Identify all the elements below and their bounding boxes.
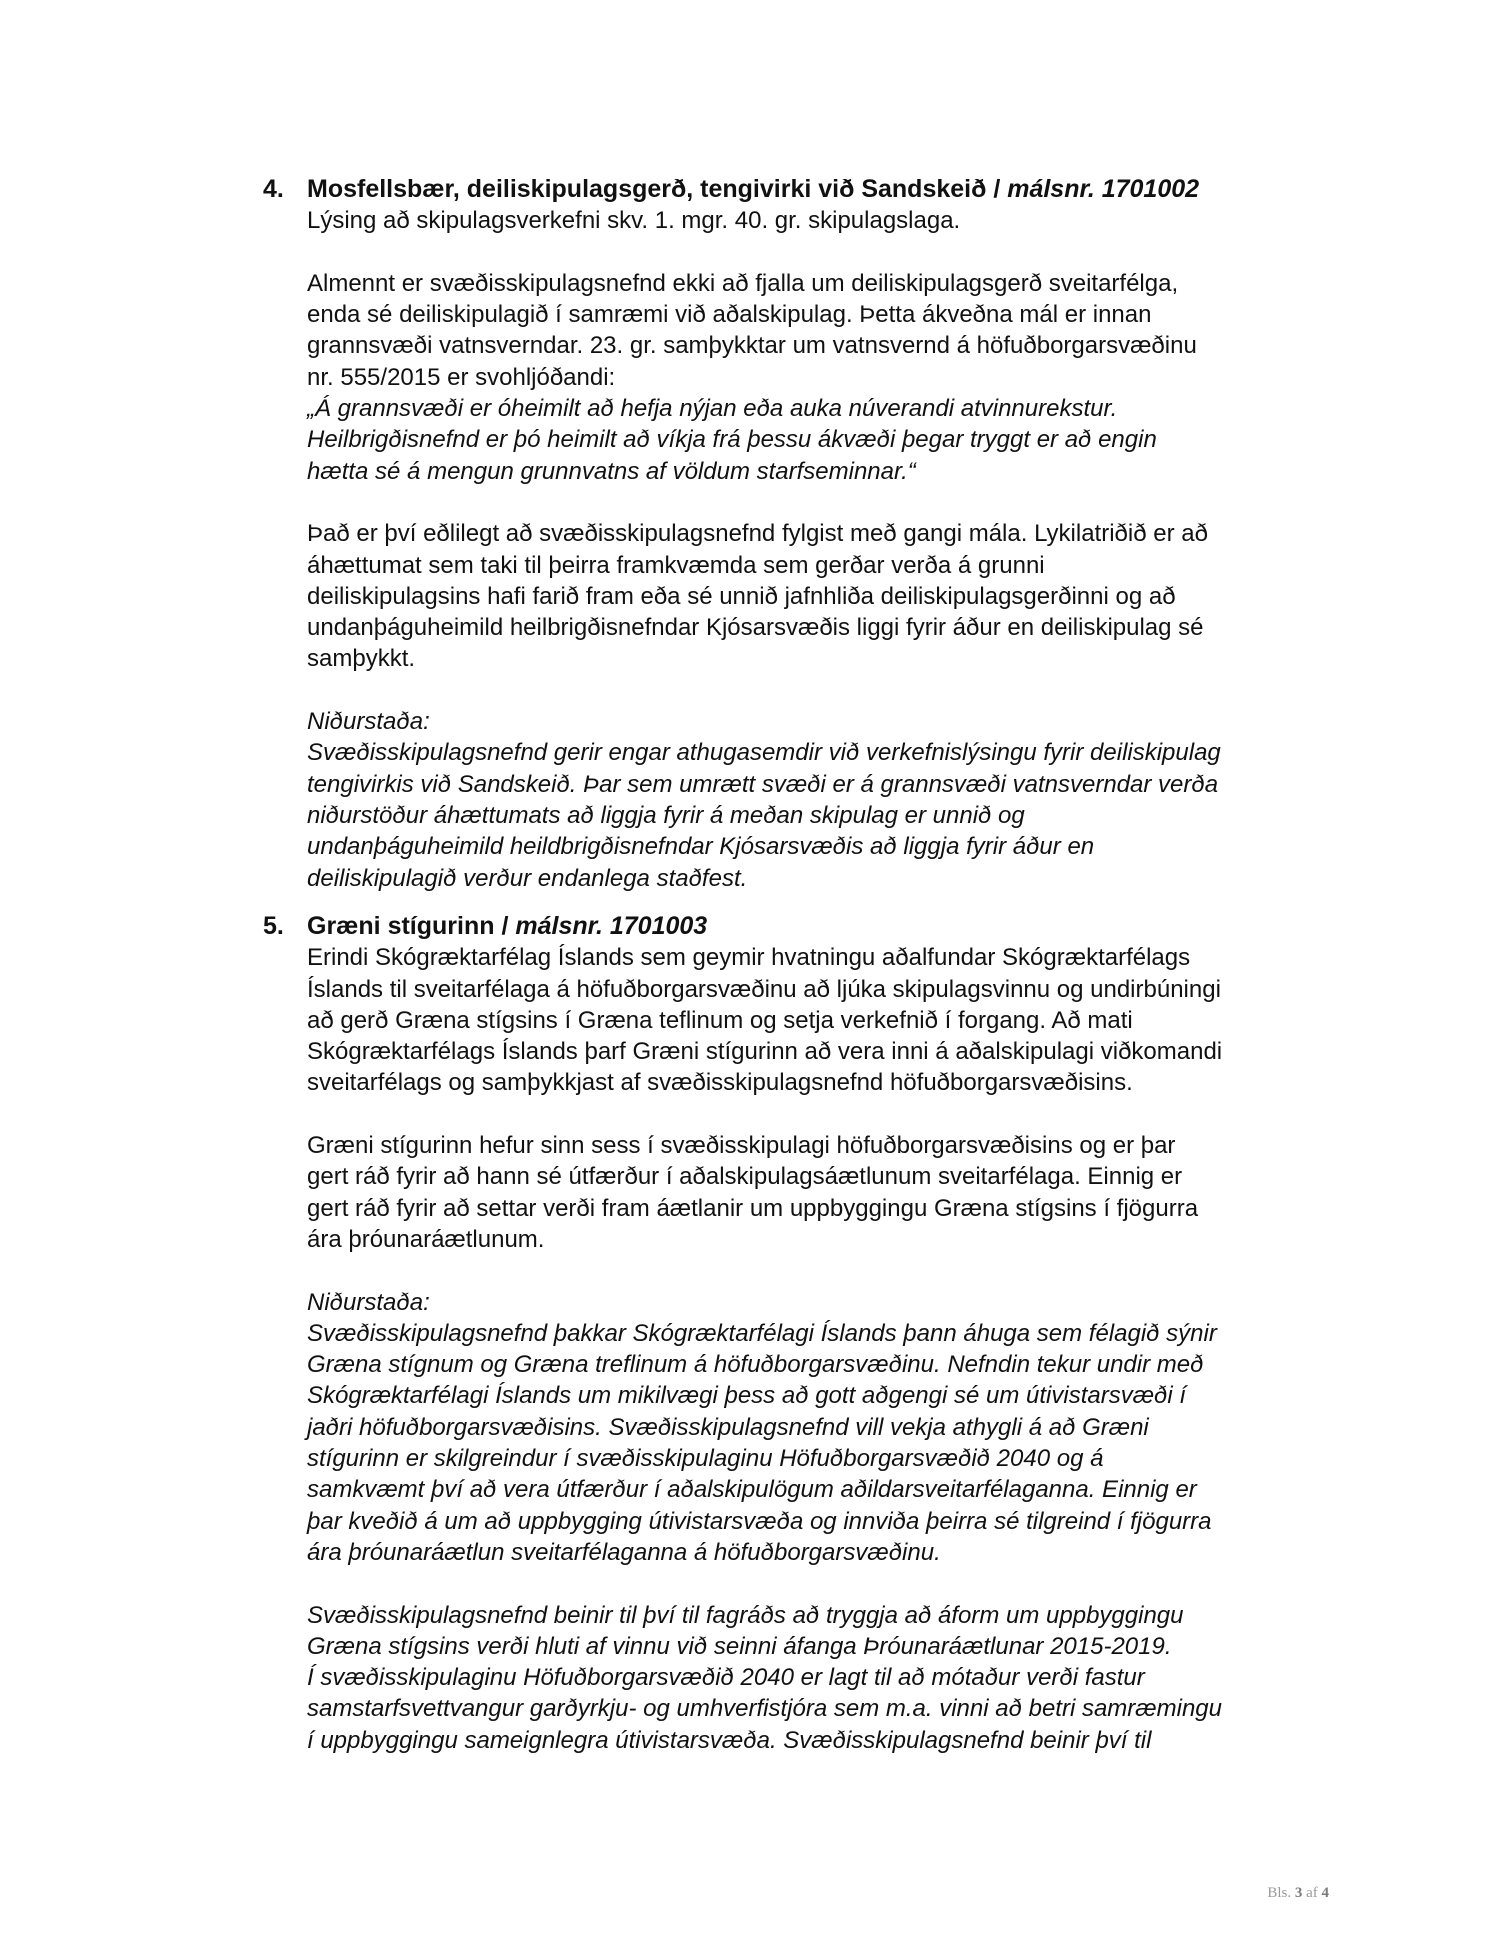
conclusion-line: jaðri höfuðborgarsvæðisins. Svæðisskipulagsnefnd vill vekja athygli á að Græni: [307, 1413, 1149, 1441]
paragraph-line: ára þróunaráætlunum.: [307, 1225, 545, 1253]
paragraph-line: samþykkt.: [307, 645, 416, 673]
quote-line: „Á grannsvæði er óheimilt að hefja nýjan eða auka núverandi atvinnurekstur.: [307, 395, 1118, 423]
page-total: 4: [1321, 1885, 1329, 1901]
conclusion-line: Skógræktarfélagi Íslands um mikilvægi þess að gott aðgengi sé um útivistarsvæði í: [307, 1382, 1187, 1410]
conclusion-line: Græna stígnum og Græna treflinum á höfuðborgarsvæðinu. Nefndin tekur undir með: [307, 1351, 1204, 1379]
conclusion-label: Niðurstaða:: [307, 1288, 430, 1316]
conclusion-line: samkvæmt því að vera útfærður í aðalskipulögum aðildarsveitarfélaganna. Einnig er: [307, 1476, 1197, 1504]
item-heading: [307, 911, 1343, 942]
paragraph-line: áhættumat sem taki til þeirra framkvæmda sem gerðar verða á grunni: [307, 551, 1045, 579]
case-number: málsnr. 1701002: [1007, 175, 1200, 203]
conclusion-line: stígurinn er skilgreindur í svæðisskipulaginu Höfuðborgarsvæðið 2040 og á: [307, 1445, 1104, 1473]
paragraph-line: deiliskipulagsins hafi farið fram eða sé unnið jafnhliða deiliskipulagsgerðinni og að: [307, 582, 1176, 610]
conclusion-line: deiliskipulagið verður endanlega staðfest.: [307, 864, 748, 892]
paragraph-line: Almennt er svæðisskipulagsnefnd ekki að fjalla um deiliskipulagsgerð sveitarfélga,: [307, 269, 1179, 297]
conclusion-line: samstarfsvettvangur garðyrkju- og umhverfistjóra sem m.a. vinni að betri samræmingu: [307, 1695, 1222, 1723]
quote-line: hætta sé á mengun grunnvatns af völdum starfseminnar.“: [307, 457, 916, 485]
paragraph-line: að gerð Græna stígsins í Græna teflinum og setja verkefnið í forgang. Að mati: [307, 1006, 1133, 1034]
paragraph-line: sveitarfélags og samþykkjast af svæðisskipulagsnefnd höfuðborgarsvæðisins.: [307, 1069, 1133, 1097]
paragraph-line: Það er því eðlilegt að svæðisskipulagsnefnd fylgist með gangi mála. Lykilatriðið er að: [307, 520, 1208, 548]
paragraph-line: Lýsing að skipulagsverkefni skv. 1. mgr. 40. gr. skipulagslaga.: [307, 207, 961, 235]
conclusion-label: Niðurstaða:: [307, 708, 430, 736]
conclusion-line: tengivirkis við Sandskeið. Þar sem umrætt svæði er á grannsvæði vatnsverndar verða: [307, 770, 1219, 798]
paragraph-line: Íslands til sveitarfélaga á höfuðborgarsvæðinu að ljúka skipulagsvinnu og undirbúningi: [307, 975, 1221, 1003]
page-of: af: [1306, 1885, 1318, 1901]
item-number: 5.: [263, 912, 284, 940]
conclusion-line: þar kveðið á um að uppbygging útivistarsvæða og innviða þeirra sé tilgreind í fjögurra: [307, 1507, 1212, 1535]
paragraph-line: grannsvæði vatnsverndar. 23. gr. samþykktar um vatnsvernd á höfuðborgarsvæðinu: [307, 332, 1197, 360]
page-footer: [1267, 1885, 1329, 1902]
conclusion-line: Svæðisskipulagsnefnd beinir til því til fagráðs að tryggja að áform um uppbyggingu: [307, 1601, 1184, 1629]
page-number: 3: [1294, 1885, 1303, 1901]
conclusion-line: Svæðisskipulagsnefnd þakkar Skógræktarfélagi Íslands þann áhuga sem félagið sýnir: [307, 1319, 1217, 1347]
paragraph-line: enda sé deiliskipulagið í samræmi við aðalskipulag. Þetta ákveðna mál er innan: [307, 301, 1152, 329]
page-prefix: Bls.: [1267, 1885, 1292, 1901]
conclusion-line: undanþáguheimild heildbrigðisnefndar Kjósarsvæðis að liggja fyrir áður en: [307, 833, 1095, 861]
paragraph-line: nr. 555/2015 er svohljóðandi:: [307, 363, 616, 391]
conclusion-line: Í svæðisskipulaginu Höfuðborgarsvæðið 2040 er lagt til að mótaður verði fastur: [307, 1664, 1145, 1692]
paragraph-line: Erindi Skógræktarfélag Íslands sem geymir hvatningu aðalfundar Skógræktarfélags: [307, 944, 1191, 972]
paragraph-line: Skógræktarfélags Íslands þarf Græni stígurinn að vera inni á aðalskipulagi viðkomandi: [307, 1038, 1223, 1066]
agenda-item-5: [263, 911, 1343, 1756]
item-body: [307, 911, 1343, 1756]
conclusion-line: í uppbyggingu sameignlegra útivistarsvæða. Svæðisskipulagsnefnd beinir því til: [307, 1726, 1152, 1754]
conclusion-line: niðurstöður áhættumats að liggja fyrir á meðan skipulag er unnið og: [307, 801, 1025, 829]
paragraph-line: gert ráð fyrir að settar verði fram áætlanir um uppbyggingu Græna stígsins í fjögurra: [307, 1194, 1199, 1222]
quote-line: Heilbrigðisnefnd er þó heimilt að víkja frá þessu ákvæði þegar tryggt er að engin: [307, 426, 1157, 454]
item-title: Mosfellsbær, deiliskipulagsgerð, tengivirki við Sandskeið /: [307, 175, 1001, 203]
paragraph-line: Græni stígurinn hefur sinn sess í svæðisskipulagi höfuðborgarsvæðisins og er þar: [307, 1132, 1176, 1160]
item-title: Græni stígurinn /: [307, 912, 509, 940]
agenda-item-4: [263, 174, 1343, 894]
paragraph-line: gert ráð fyrir að hann sé útfærður í aðalskipulagsáætlunum sveitarfélaga. Einnig er: [307, 1163, 1183, 1191]
item-heading: [307, 174, 1343, 205]
conclusion-line: Svæðisskipulagsnefnd gerir engar athugasemdir við verkefnislýsingu fyrir deiliskipulag: [307, 739, 1221, 767]
conclusion-line: Græna stígsins verði hluti af vinnu við seinni áfanga Þróunaráætlunar 2015-2019.: [307, 1632, 1172, 1660]
conclusion-line: ára þróunaráætlun sveitarfélaganna á höfuðborgarsvæðinu.: [307, 1538, 941, 1566]
item-number: 4.: [263, 175, 284, 203]
item-body: [307, 174, 1343, 894]
paragraph-line: undanþáguheimild heilbrigðisnefndar Kjósarsvæðis liggi fyrir áður en deiliskipulag sé: [307, 614, 1204, 642]
case-number: málsnr. 1701003: [515, 912, 708, 940]
